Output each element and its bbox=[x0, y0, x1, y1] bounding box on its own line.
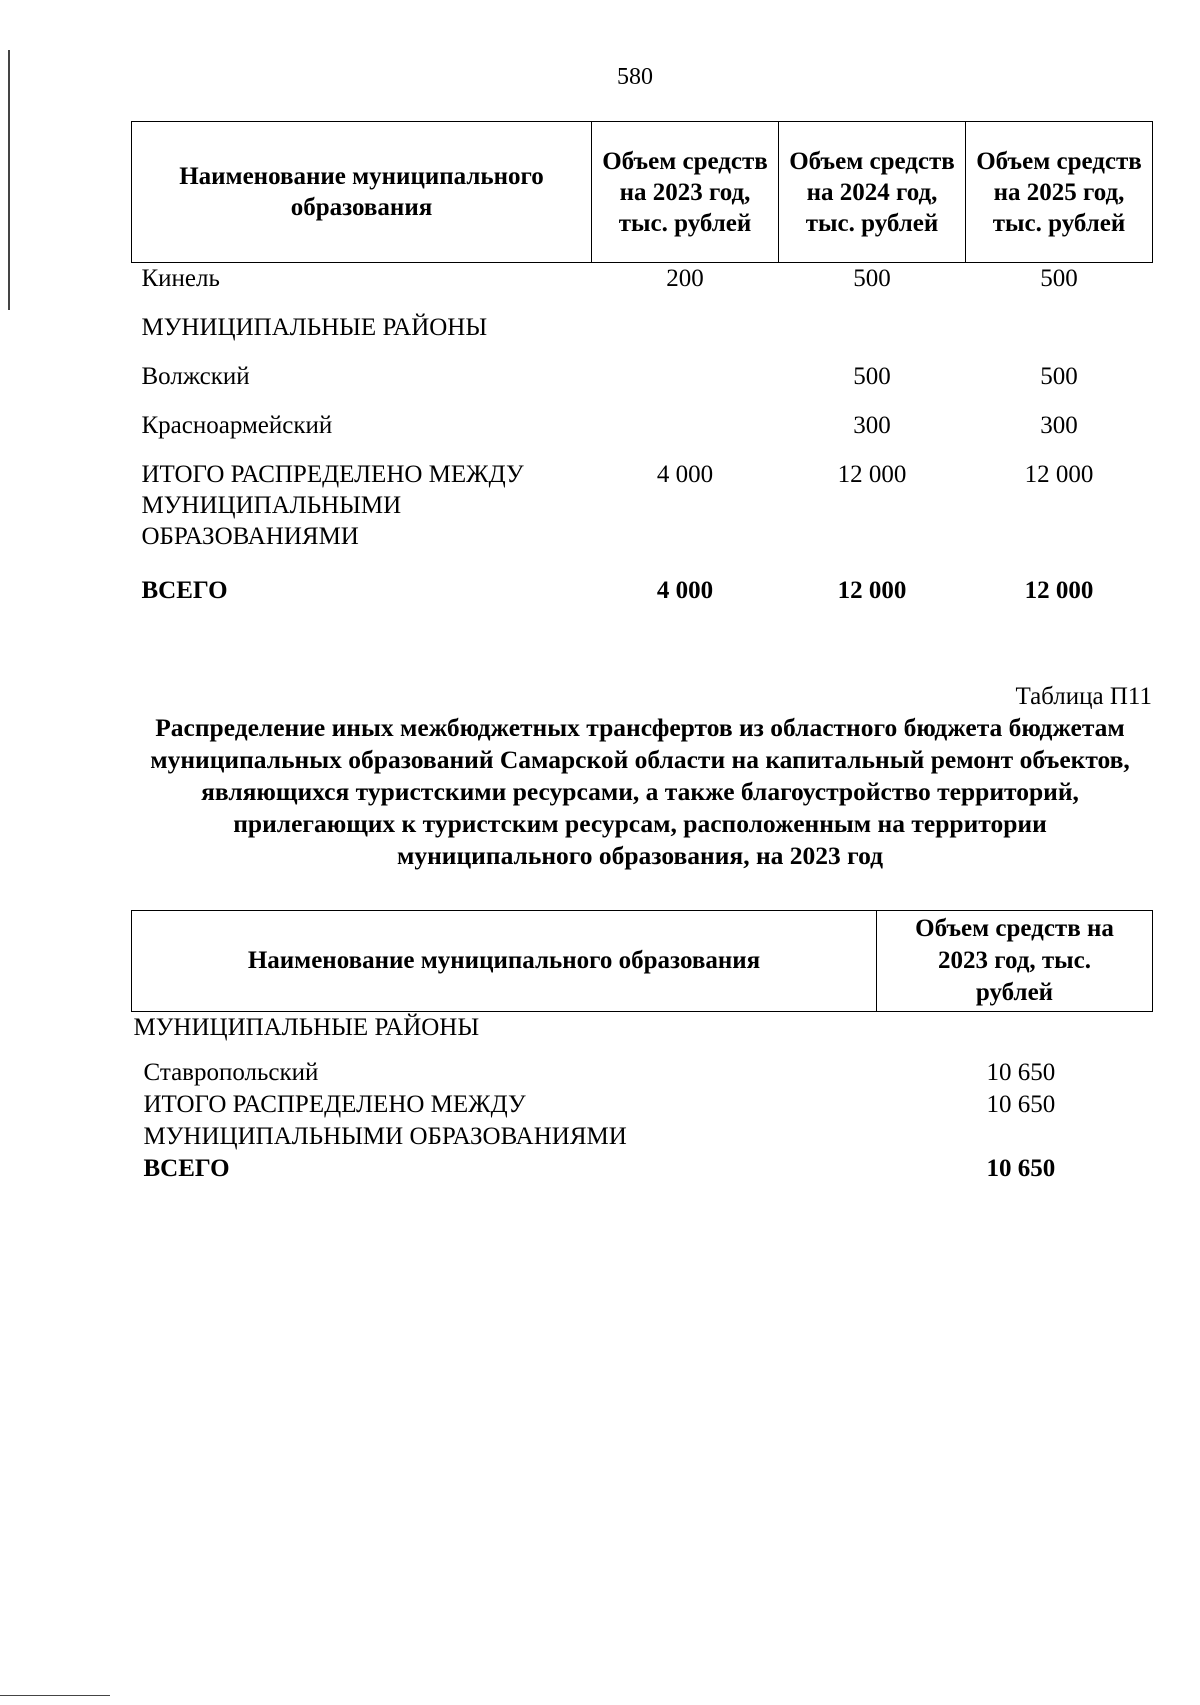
row-value-2023 bbox=[877, 1012, 1153, 1057]
allocation-table-p11 bbox=[131, 910, 1152, 1189]
table-row bbox=[132, 263, 1153, 312]
table-row bbox=[132, 459, 1153, 575]
row-value-2024: 12 000 bbox=[837, 460, 907, 488]
column-header-name: Наименование муниципального образования bbox=[132, 122, 592, 263]
row-value-2024: 300 bbox=[853, 411, 891, 439]
total-value-2025: 12 000 bbox=[1024, 576, 1094, 604]
row-value-2023 bbox=[592, 410, 779, 459]
row-value-2025: 500 bbox=[1040, 265, 1078, 292]
row-value-2025: 12 000 bbox=[1024, 460, 1094, 488]
row-name: Красноармейский bbox=[141, 411, 333, 439]
row-name: МУНИЦИПАЛЬНЫЕ РАЙОНЫ bbox=[141, 313, 488, 341]
table-row bbox=[132, 1012, 1153, 1057]
table-row bbox=[132, 1057, 1153, 1089]
scan-edge-mark bbox=[0, 1695, 110, 1696]
total-label: ВСЕГО bbox=[143, 1154, 230, 1182]
row-name: Кинель bbox=[141, 265, 220, 292]
row-value-2024: 500 bbox=[853, 362, 891, 390]
total-label: ВСЕГО bbox=[141, 576, 228, 604]
row-value-2023: 10 650 bbox=[986, 1058, 1056, 1086]
row-value-2023: 10 650 bbox=[986, 1090, 1056, 1118]
row-value-2023 bbox=[592, 361, 779, 410]
table-total-row bbox=[132, 1153, 1153, 1189]
row-name: Ставропольский bbox=[143, 1058, 319, 1086]
table-row bbox=[132, 410, 1153, 459]
allocation-table-continued bbox=[131, 121, 1152, 615]
row-value-2024 bbox=[779, 312, 966, 361]
table-total-row bbox=[132, 575, 1153, 615]
table-caption: Таблица П11 bbox=[1015, 683, 1152, 710]
table-row bbox=[132, 312, 1153, 361]
row-value-2025: 300 bbox=[1040, 411, 1078, 439]
table-row bbox=[132, 1089, 1153, 1153]
row-value-2023: 200 bbox=[666, 265, 704, 292]
column-header-2023: Объем средств на 2023 год, тыс. рублей bbox=[877, 911, 1153, 1012]
row-value-2023 bbox=[592, 312, 779, 361]
row-value-2025: 500 bbox=[1040, 362, 1078, 390]
page-number: 580 bbox=[617, 64, 653, 90]
total-value-2024: 12 000 bbox=[837, 576, 907, 604]
row-name: ИТОГО РАСПРЕДЕЛЕНО МЕЖДУ МУНИЦИПАЛЬНЫМИ ОБРАЗОВАНИЯМИ bbox=[141, 460, 524, 550]
table-row bbox=[132, 361, 1153, 410]
row-value-2024: 500 bbox=[853, 265, 891, 292]
row-value-2023: 4 000 bbox=[656, 460, 714, 488]
row-value-2025 bbox=[966, 312, 1153, 361]
column-header-2023: Объем средств на 2023 год, тыс. рублей bbox=[592, 122, 779, 263]
column-header-2025: Объем средств на 2025 год, тыс. рублей bbox=[966, 122, 1153, 263]
row-name: ИТОГО РАСПРЕДЕЛЕНО МЕЖДУ МУНИЦИПАЛЬНЫМИ ОБРАЗОВАНИЯМИ bbox=[143, 1090, 627, 1150]
table-title: Распределение иных межбюджетных трансфертов из областного бюджета бюджетам муниципальных образований Самарской области на капитальный ремонт объектов, являющихся туристскими ресурсами, а также благоустройство территорий, прилегающих к туристским ресурсам, расположенным на территории муниципального образования, на 2023 год bbox=[150, 713, 1130, 870]
row-name: МУНИЦИПАЛЬНЫЕ РАЙОНЫ bbox=[133, 1014, 480, 1041]
total-value-2023: 4 000 bbox=[656, 576, 714, 604]
column-header-name: Наименование муниципального образования bbox=[132, 911, 877, 1012]
total-value-2023: 10 650 bbox=[986, 1154, 1056, 1182]
column-header-2024: Объем средств на 2024 год, тыс. рублей bbox=[779, 122, 966, 263]
row-name: Волжский bbox=[141, 362, 250, 390]
